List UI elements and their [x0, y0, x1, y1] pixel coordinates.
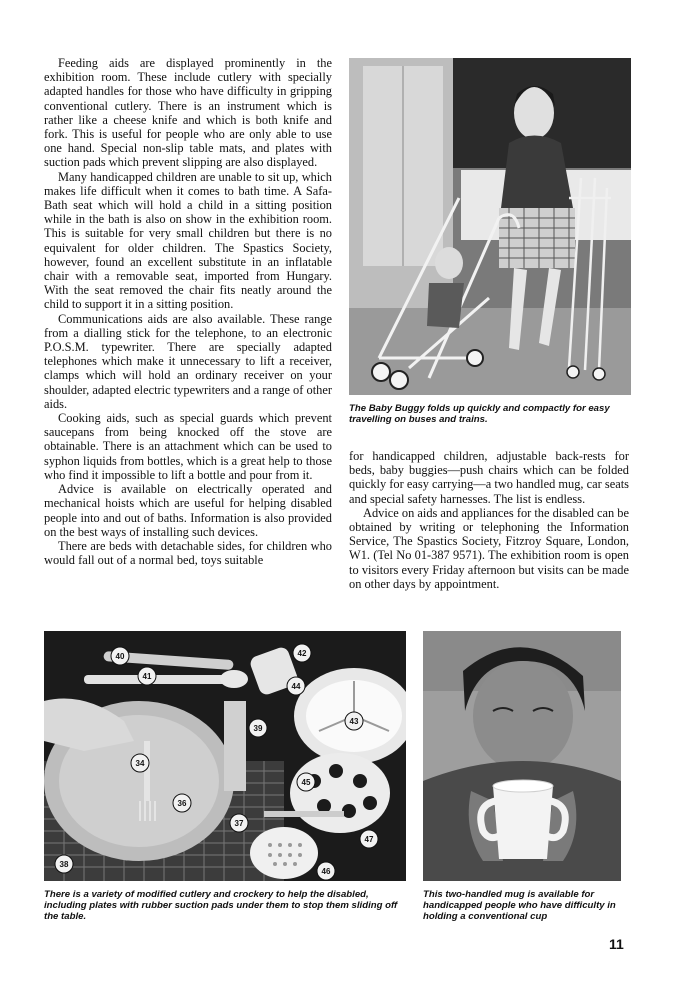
- paragraph-cooking-aids: Cooking aids, such as special guards which prevent saucepans from being knocked off the stove are obtainable. There is an attachment which can be used to syphon liquids from bottles, which is a great help to those who find it impossible to lift a bottle and pour from it.: [44, 411, 332, 482]
- label-36: 36: [177, 799, 187, 808]
- mug-illustration: [423, 631, 621, 881]
- buggy-caption: The Baby Buggy folds up quickly and compactly for easy travelling on buses and trains.: [349, 403, 610, 425]
- paragraph-communications: Communications aids are also available. These range from a dialling stick for the telephone, to an electronic P.O.S.M. typewriter. There are specially adapted telephones which make it unnecessary to lift a receiver, clamps which will hold an ordinary receiver on your shoulder, adapted electric typewriters and a range of other aids.: [44, 311, 332, 411]
- baby-buggy-photo: [349, 58, 631, 395]
- right-text-column: [349, 449, 629, 591]
- paragraph-beds: There are beds with detachable sides, for children who would fall out of a normal bed, toys suitable: [44, 538, 332, 568]
- cutlery-crockery-photo: [44, 631, 406, 881]
- label-44: 44: [291, 682, 301, 691]
- label-42: 42: [297, 649, 307, 658]
- paragraph-advice-contact: Advice on aids and appliances for the disabled can be obtained by writing or telephoning the Information Service, The Spastics Society, Fitzroy Square, London, W1. (Tel No 01-387 9571). The exhibition room is open to visitors every Friday afternoon but visits can be made on other days by appointment.: [349, 505, 629, 591]
- label-39: 39: [253, 724, 263, 733]
- label-46: 46: [321, 867, 331, 876]
- page-number: 11: [609, 936, 624, 952]
- paragraph-feeding-aids: Feeding aids are displayed prominently in the exhibition room. These include cutlery with specially adapted handles for those who have difficulty in gripping conventional cutlery. There is an instrument which is rather like a cheese knife and which is both knife and fork. This is useful for people who are only able to use one hand. Special non-slip table mats, and plates with suction pads which prevent slipping are also displayed.: [44, 56, 332, 170]
- cutlery-caption: There is a variety of modified cutlery and crockery to help the disabled, including plates with rubber suction pads under them to stop them sliding off the table.: [44, 889, 398, 922]
- paragraph-continuation: for handicapped children, adjustable back-rests for beds, baby buggies—push chairs which can be folded quickly for easy carrying—a two handled mug, car seats and special safety harnesses. The list is endless.: [349, 449, 629, 506]
- cutlery-crockery-illustration: [44, 631, 406, 881]
- label-34: 34: [135, 759, 145, 768]
- label-47: 47: [364, 835, 374, 844]
- paragraph-hoists: Advice is available on electrically operated and mechanical hoists which are useful for helping disabled people into and out of baths. Information is also provided on the best ways of installing such devices.: [44, 482, 332, 539]
- left-text-column: [44, 56, 332, 567]
- label-43: 43: [349, 717, 359, 726]
- label-40: 40: [115, 652, 125, 661]
- label-38: 38: [59, 860, 69, 869]
- two-handled-mug-photo: [423, 631, 621, 881]
- paragraph-bath-seats: Many handicapped children are unable to sit up, which makes life difficult when it comes to bath time. A Safa-Bath seat which will hold a child in a sitting position while in the bath is also on show in the exhibition room. This is suitable for very small children but there is no equivalent for older children. The Spastics Society, however, found an excellent substitute in an inflatable chair with a removable seat, imported from Hungary. With the seat removed the chair fits neatly around the child to support it in a sitting position.: [44, 169, 332, 312]
- label-37: 37: [234, 819, 244, 828]
- label-45: 45: [301, 778, 311, 787]
- label-41: 41: [142, 672, 152, 681]
- mug-caption: This two-handled mug is available for handicapped people who have difficulty in holding a conventional cup: [423, 889, 616, 922]
- baby-buggy-illustration: [349, 58, 631, 395]
